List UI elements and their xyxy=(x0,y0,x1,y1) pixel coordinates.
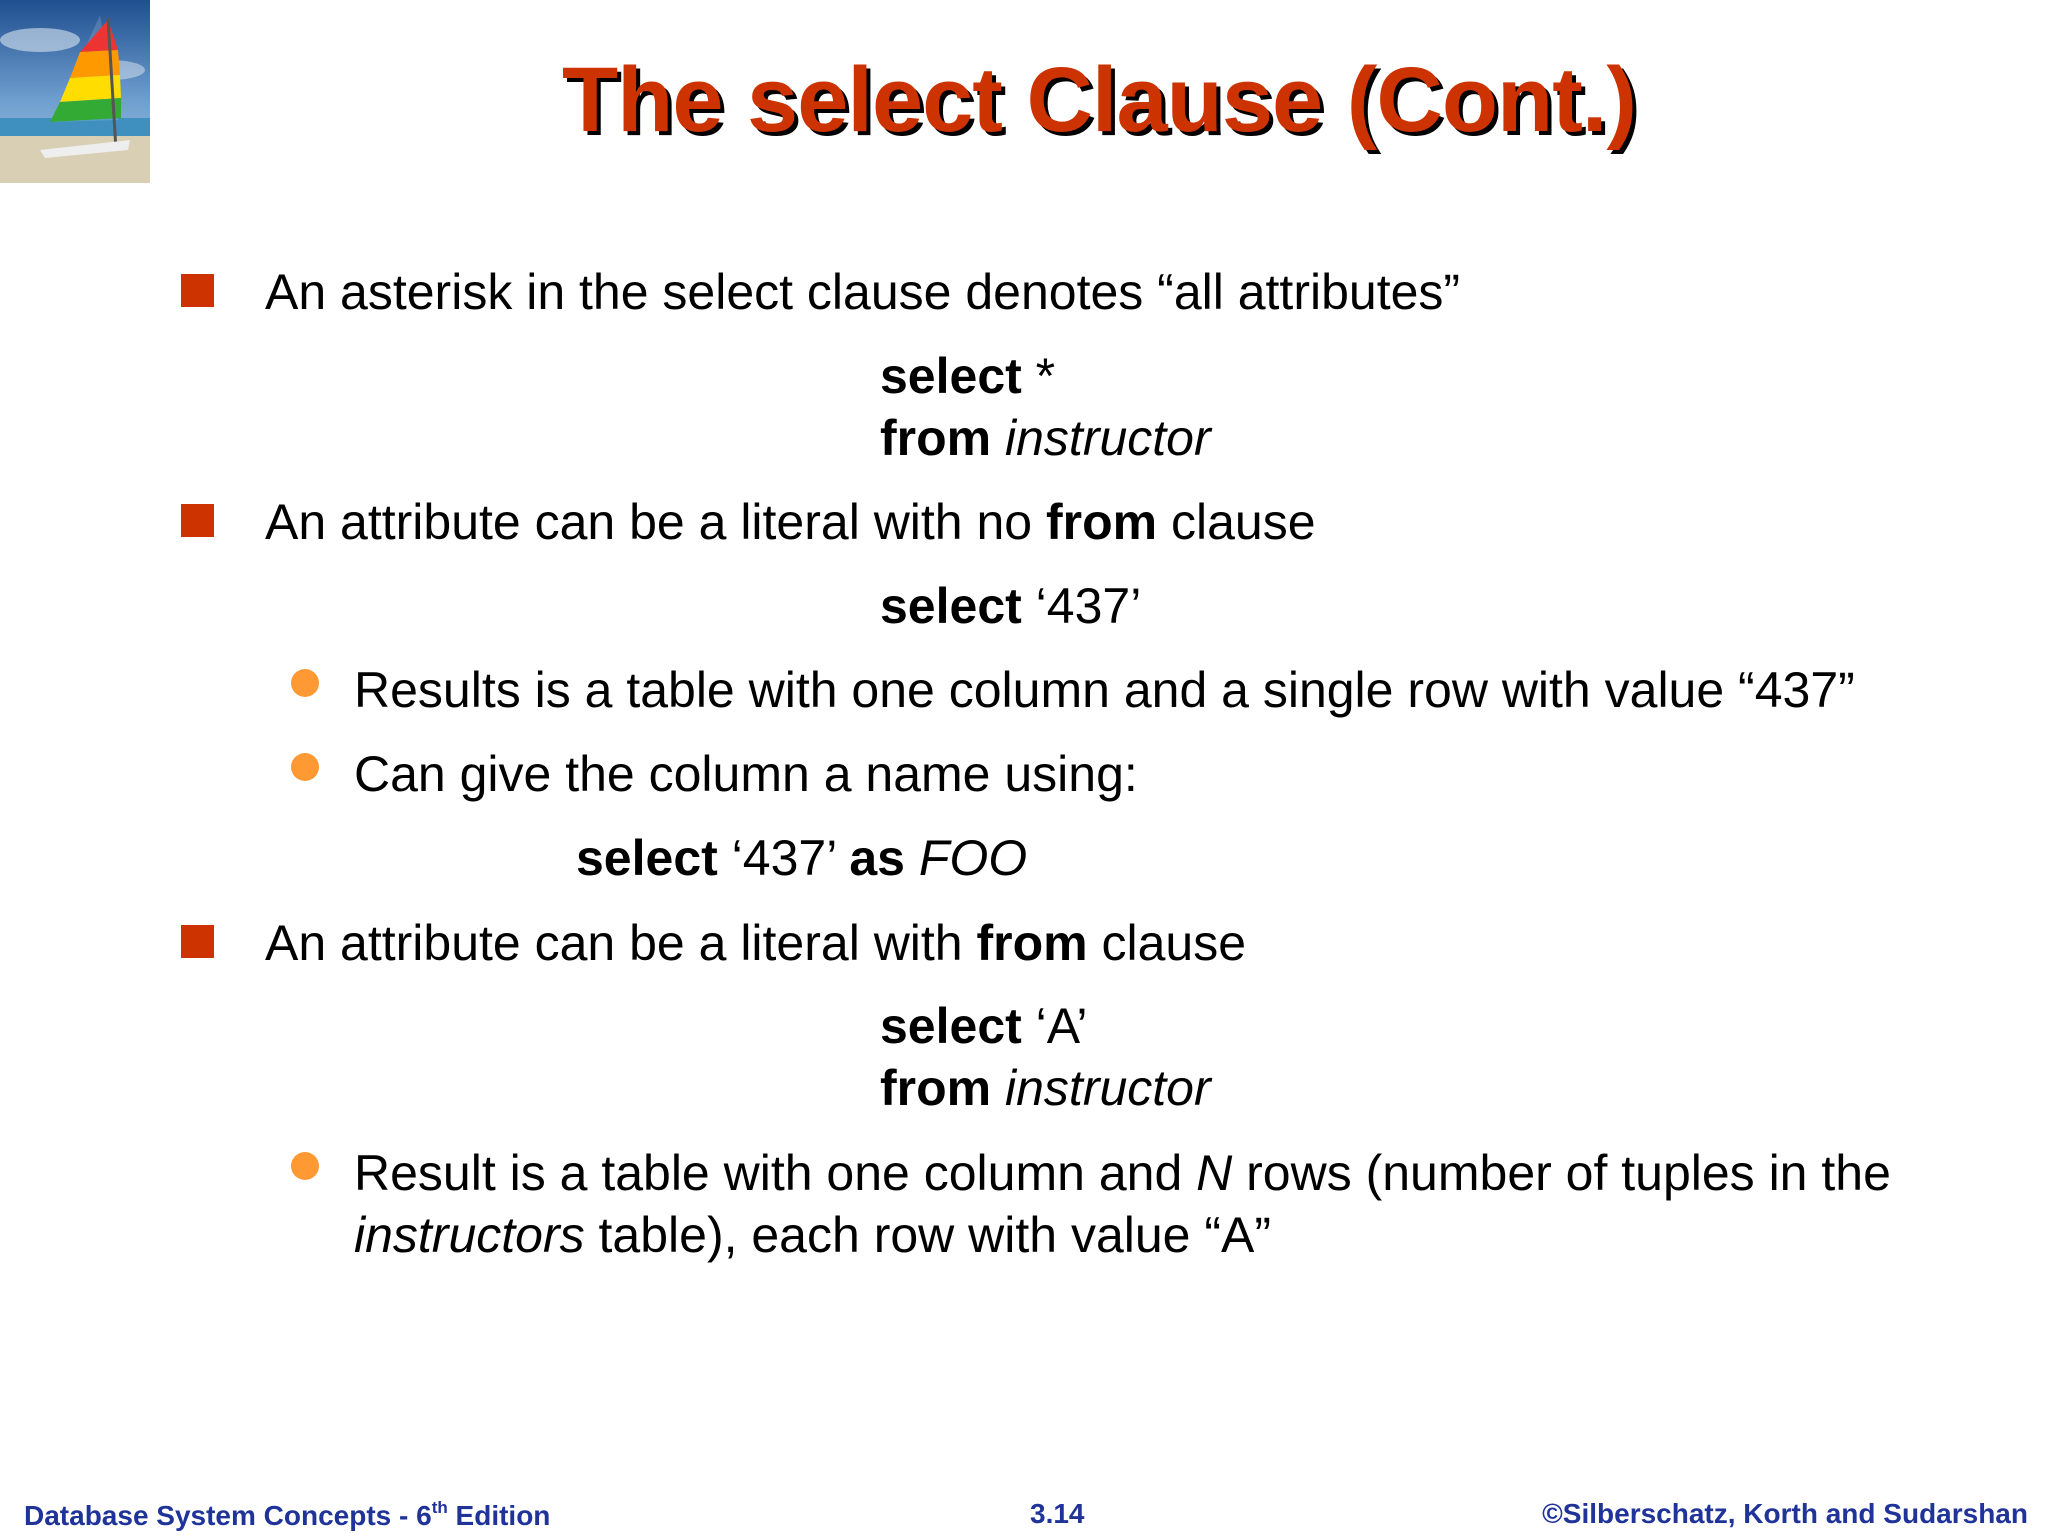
sql-keyword: select xyxy=(880,348,1022,404)
sql-table: instructor xyxy=(1005,1060,1211,1116)
sql-keyword: select xyxy=(880,998,1022,1054)
sub-bullet-text xyxy=(354,1143,1891,1203)
square-bullet-icon xyxy=(181,274,214,307)
sql-literal: ‘437’ xyxy=(717,830,850,886)
footer-text-part: Database System Concepts - 6 xyxy=(24,1500,432,1531)
sub-bullet-text-part: Result is a table with one column and xyxy=(354,1145,1197,1201)
sub-bullet-text-part: instructors xyxy=(354,1207,585,1263)
sub-bullet-text xyxy=(354,1205,1271,1265)
slide-number: 3.14 xyxy=(1030,1498,1085,1529)
footer-book-title xyxy=(24,1498,550,1532)
slide-title: The select Clause (Cont.) xyxy=(561,49,1637,151)
sql-keyword: from xyxy=(880,1060,992,1116)
code-line xyxy=(880,408,1211,468)
sql-table: instructor xyxy=(1005,410,1211,466)
bullet-text xyxy=(265,492,1316,552)
bullet-text-part: clause xyxy=(1087,915,1247,971)
bullet-text-part: An attribute can be a literal with no xyxy=(265,494,1047,550)
round-bullet-icon xyxy=(291,753,319,781)
bullet-text-part: clause xyxy=(1157,494,1316,550)
footer-superscript: th xyxy=(431,1498,448,1517)
sub-bullet-text-part: table), each row with value “A” xyxy=(584,1207,1272,1263)
sub-bullet-text: Can give the column a name using: xyxy=(354,746,1138,802)
sql-alias: FOO xyxy=(904,830,1028,886)
sub-bullet-text: Results is a table with one column and a single row with value “437” xyxy=(354,662,1855,718)
sql-keyword: select xyxy=(880,578,1022,634)
round-bullet-icon xyxy=(291,669,319,697)
sql-literal: ‘437’ xyxy=(1021,578,1142,634)
sql-keyword: select xyxy=(576,830,718,886)
bullet-text: An asterisk in the select clause denotes “all attributes” xyxy=(265,264,1461,320)
sql-star: * xyxy=(1021,348,1056,404)
code-line xyxy=(880,576,1141,636)
sql-literal: ‘A’ xyxy=(1021,998,1088,1054)
sql-keyword: from xyxy=(1046,494,1158,550)
code-line xyxy=(880,346,1055,406)
round-bullet-icon xyxy=(291,1152,319,1180)
sql-keyword: as xyxy=(849,830,905,886)
code-line xyxy=(880,996,1088,1056)
square-bullet-icon xyxy=(181,504,214,537)
sql-keyword: from xyxy=(880,410,992,466)
bullet-text xyxy=(265,913,1246,973)
footer-copyright: ©Silberschatz, Korth and Sudarshan xyxy=(1542,1498,2028,1529)
sub-bullet-text-part: rows (number of tuples in the xyxy=(1232,1145,1891,1201)
square-bullet-icon xyxy=(181,925,214,958)
bullet-text-part: An attribute can be a literal with xyxy=(265,915,977,971)
sub-bullet-text-part: N xyxy=(1196,1145,1233,1201)
footer-text-part: Edition xyxy=(447,1500,551,1531)
code-line xyxy=(576,828,1027,888)
sql-keyword: from xyxy=(976,915,1088,971)
code-line xyxy=(880,1058,1211,1118)
